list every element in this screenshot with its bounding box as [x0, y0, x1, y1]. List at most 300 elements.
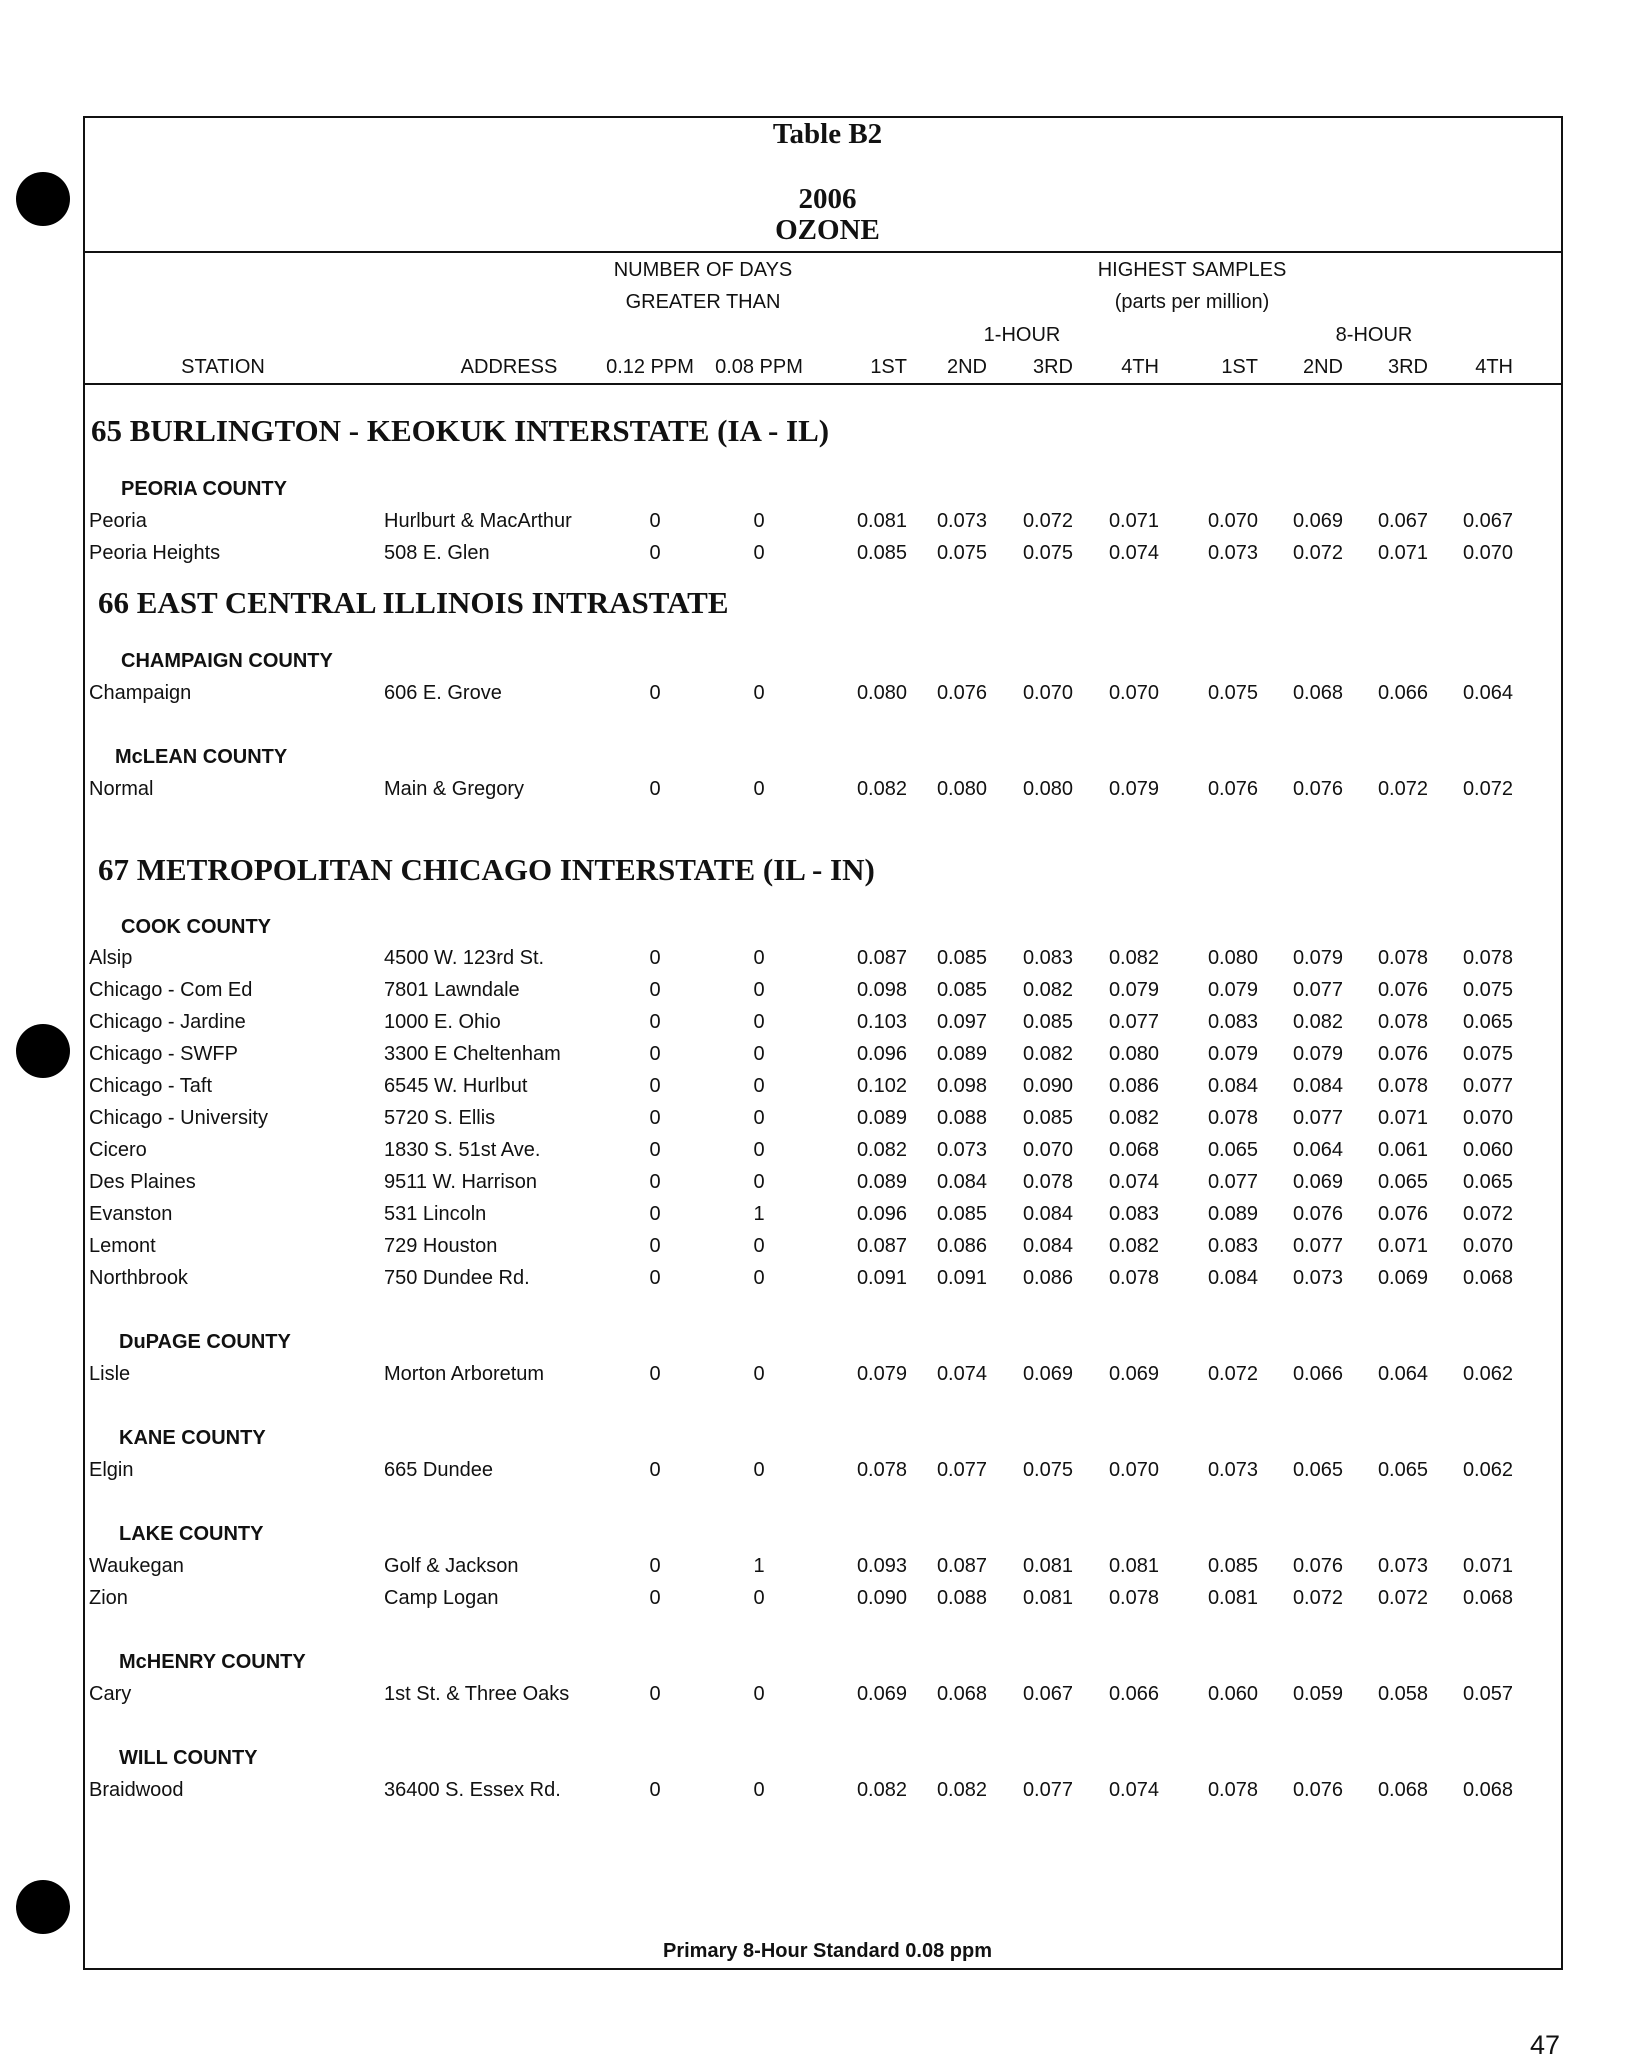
value-1hr-4th: 0.079	[1108, 778, 1159, 800]
station-address: 36400 S. Essex Rd.	[384, 1779, 561, 1801]
table-row	[0, 1107, 1632, 1135]
station-name: Cicero	[89, 1139, 147, 1161]
value-1hr-1st: 0.093	[856, 1555, 907, 1577]
value-1hr-1st: 0.087	[856, 947, 907, 969]
county-heading: LAKE COUNTY	[119, 1523, 264, 1545]
station-name: Zion	[89, 1587, 128, 1609]
days-over-012: 0	[649, 1107, 661, 1129]
days-over-008: 0	[753, 1139, 765, 1161]
days-over-008: 0	[753, 1171, 765, 1193]
value-8hr-2nd: 0.066	[1292, 1363, 1343, 1385]
value-8hr-4th: 0.075	[1462, 979, 1513, 1001]
value-1hr-1st: 0.102	[856, 1075, 907, 1097]
column-header-8hr-2nd: 2ND	[1302, 356, 1343, 378]
value-1hr-2nd: 0.086	[936, 1235, 987, 1257]
value-8hr-3rd: 0.066	[1377, 682, 1428, 704]
value-8hr-3rd: 0.078	[1377, 1011, 1428, 1033]
value-8hr-1st: 0.084	[1207, 1267, 1258, 1289]
station-name: Cary	[89, 1683, 132, 1705]
days-over-012: 0	[649, 1203, 661, 1225]
value-8hr-4th: 0.078	[1462, 947, 1513, 969]
value-8hr-4th: 0.070	[1462, 542, 1513, 564]
column-header-8hr-3rd: 3RD	[1387, 356, 1428, 378]
value-8hr-4th: 0.067	[1462, 510, 1513, 532]
value-1hr-3rd: 0.072	[1022, 510, 1073, 532]
station-name: Chicago - Taft	[89, 1075, 213, 1097]
value-1hr-4th: 0.078	[1108, 1587, 1159, 1609]
days-over-008: 0	[753, 1459, 765, 1481]
station-name: Chicago - Com Ed	[89, 979, 253, 1001]
value-8hr-3rd: 0.068	[1377, 1779, 1428, 1801]
table-row	[0, 1171, 1632, 1199]
days-over-008: 0	[753, 1779, 765, 1801]
station-address: Camp Logan	[384, 1587, 499, 1609]
value-8hr-3rd: 0.073	[1377, 1555, 1428, 1577]
station-address: 606 E. Grove	[384, 682, 502, 704]
value-1hr-3rd: 0.069	[1022, 1363, 1073, 1385]
value-8hr-3rd: 0.061	[1377, 1139, 1428, 1161]
station-name: Evanston	[89, 1203, 173, 1225]
station-address: 6545 W. Hurlbut	[384, 1075, 528, 1097]
value-1hr-4th: 0.082	[1108, 1235, 1159, 1257]
value-1hr-1st: 0.069	[856, 1683, 907, 1705]
value-1hr-3rd: 0.086	[1022, 1267, 1073, 1289]
table-row	[0, 1075, 1632, 1103]
station-address: 4500 W. 123rd St.	[384, 947, 545, 969]
county-heading: PEORIA COUNTY	[121, 478, 287, 500]
table-row	[0, 542, 1632, 570]
value-1hr-4th: 0.077	[1108, 1011, 1159, 1033]
days-over-012: 0	[649, 1779, 661, 1801]
value-8hr-4th: 0.060	[1462, 1139, 1513, 1161]
table-row	[0, 1203, 1632, 1231]
days-over-008: 0	[753, 1107, 765, 1129]
days-over-008: 0	[753, 1363, 765, 1385]
days-over-012: 0	[649, 1011, 661, 1033]
station-name: Chicago - SWFP	[89, 1043, 238, 1065]
days-over-012: 0	[649, 1555, 661, 1577]
station-address: 508 E. Glen	[384, 542, 490, 564]
value-1hr-4th: 0.066	[1108, 1683, 1159, 1705]
eight-hour-heading: 8-HOUR	[1335, 324, 1413, 346]
value-8hr-4th: 0.068	[1462, 1779, 1513, 1801]
column-header-1hr-4th: 4TH	[1121, 356, 1159, 378]
days-over-008: 0	[753, 1011, 765, 1033]
value-8hr-2nd: 0.076	[1292, 1779, 1343, 1801]
column-header-8hr-1st: 1ST	[1221, 356, 1258, 378]
table-row	[0, 1459, 1632, 1487]
column-header-1hr-1st: 1ST	[870, 356, 907, 378]
value-8hr-1st: 0.083	[1207, 1235, 1258, 1257]
table-row	[0, 947, 1632, 975]
title-divider	[83, 251, 1563, 253]
station-name: Alsip	[89, 947, 133, 969]
station-address: 750 Dundee Rd.	[384, 1267, 530, 1289]
value-8hr-4th: 0.065	[1462, 1011, 1513, 1033]
days-over-008: 0	[753, 1587, 765, 1609]
county-heading: McHENRY COUNTY	[119, 1651, 306, 1673]
days-over-012: 0	[649, 510, 661, 532]
days-over-012: 0	[649, 1139, 661, 1161]
value-8hr-2nd: 0.076	[1292, 1555, 1343, 1577]
value-8hr-3rd: 0.071	[1377, 1235, 1428, 1257]
value-8hr-1st: 0.078	[1207, 1107, 1258, 1129]
value-1hr-1st: 0.091	[856, 1267, 907, 1289]
value-1hr-2nd: 0.091	[936, 1267, 987, 1289]
value-1hr-2nd: 0.077	[936, 1459, 987, 1481]
value-1hr-1st: 0.081	[856, 510, 907, 532]
value-8hr-1st: 0.089	[1207, 1203, 1258, 1225]
station-name: Des Plaines	[89, 1171, 196, 1193]
samples-group-subheading: (parts per million)	[1114, 291, 1270, 313]
value-8hr-2nd: 0.079	[1292, 1043, 1343, 1065]
days-group-subheading: GREATER THAN	[625, 291, 781, 313]
value-8hr-3rd: 0.067	[1377, 510, 1428, 532]
station-name: Chicago - University	[89, 1107, 268, 1129]
column-header-days-012: 0.12 PPM	[606, 356, 694, 378]
station-address: Main & Gregory	[384, 778, 525, 800]
value-8hr-1st: 0.079	[1207, 1043, 1258, 1065]
value-1hr-4th: 0.080	[1108, 1043, 1159, 1065]
value-1hr-1st: 0.079	[856, 1363, 907, 1385]
value-8hr-3rd: 0.078	[1377, 1075, 1428, 1097]
value-8hr-3rd: 0.071	[1377, 542, 1428, 564]
value-1hr-3rd: 0.084	[1022, 1203, 1073, 1225]
value-1hr-3rd: 0.077	[1022, 1779, 1073, 1801]
value-8hr-3rd: 0.065	[1377, 1171, 1428, 1193]
days-over-012: 0	[649, 979, 661, 1001]
value-8hr-1st: 0.085	[1207, 1555, 1258, 1577]
days-over-008: 1	[753, 1555, 765, 1577]
value-1hr-1st: 0.082	[856, 778, 907, 800]
value-1hr-2nd: 0.088	[936, 1587, 987, 1609]
value-1hr-4th: 0.083	[1108, 1203, 1159, 1225]
value-8hr-1st: 0.076	[1207, 778, 1258, 800]
value-1hr-3rd: 0.070	[1022, 682, 1073, 704]
section-title: 67 METROPOLITAN CHICAGO INTERSTATE (IL - IN)	[98, 852, 875, 887]
value-1hr-3rd: 0.078	[1022, 1171, 1073, 1193]
samples-group-heading: HIGHEST SAMPLES	[1097, 259, 1287, 281]
column-header-1hr-3rd: 3RD	[1032, 356, 1073, 378]
table-year: 2006	[798, 183, 857, 215]
punch-hole-bottom	[16, 1880, 70, 1934]
value-1hr-1st: 0.096	[856, 1203, 907, 1225]
station-address: 3300 E Cheltenham	[384, 1043, 561, 1065]
days-over-008: 0	[753, 979, 765, 1001]
days-over-008: 0	[753, 542, 765, 564]
station-address: 531 Lincoln	[384, 1203, 487, 1225]
value-1hr-4th: 0.082	[1108, 1107, 1159, 1129]
value-1hr-3rd: 0.080	[1022, 778, 1073, 800]
value-1hr-4th: 0.078	[1108, 1267, 1159, 1289]
station-name: Lemont	[89, 1235, 156, 1257]
station-name: Champaign	[89, 682, 192, 704]
value-8hr-2nd: 0.077	[1292, 1107, 1343, 1129]
station-address: 7801 Lawndale	[384, 979, 520, 1001]
value-8hr-2nd: 0.076	[1292, 1203, 1343, 1225]
county-heading: KANE COUNTY	[119, 1427, 266, 1449]
value-1hr-4th: 0.074	[1108, 1779, 1159, 1801]
column-header-station: STATION	[181, 356, 265, 378]
value-1hr-2nd: 0.073	[936, 510, 987, 532]
value-1hr-3rd: 0.075	[1022, 542, 1073, 564]
station-name: Waukegan	[89, 1555, 184, 1577]
table-row	[0, 1235, 1632, 1263]
days-over-012: 0	[649, 1587, 661, 1609]
value-8hr-3rd: 0.058	[1377, 1683, 1428, 1705]
page-number: 47	[1529, 2030, 1560, 2060]
station-address: 1000 E. Ohio	[384, 1011, 501, 1033]
value-1hr-2nd: 0.080	[936, 778, 987, 800]
value-8hr-4th: 0.064	[1462, 682, 1513, 704]
value-8hr-1st: 0.080	[1207, 947, 1258, 969]
value-1hr-3rd: 0.070	[1022, 1139, 1073, 1161]
days-over-012: 0	[649, 682, 661, 704]
station-name: Braidwood	[89, 1779, 184, 1801]
value-1hr-1st: 0.090	[856, 1587, 907, 1609]
value-1hr-4th: 0.070	[1108, 682, 1159, 704]
value-8hr-4th: 0.062	[1462, 1459, 1513, 1481]
table-row	[0, 1555, 1632, 1583]
county-heading: CHAMPAIGN COUNTY	[121, 650, 333, 672]
station-name: Chicago - Jardine	[89, 1011, 246, 1033]
value-1hr-3rd: 0.067	[1022, 1683, 1073, 1705]
value-1hr-3rd: 0.085	[1022, 1011, 1073, 1033]
value-1hr-2nd: 0.068	[936, 1683, 987, 1705]
value-8hr-1st: 0.070	[1207, 510, 1258, 532]
value-8hr-4th: 0.068	[1462, 1267, 1513, 1289]
value-8hr-2nd: 0.069	[1292, 510, 1343, 532]
column-header-days-008: 0.08 PPM	[715, 356, 803, 378]
value-1hr-2nd: 0.084	[936, 1171, 987, 1193]
value-8hr-3rd: 0.065	[1377, 1459, 1428, 1481]
value-8hr-4th: 0.077	[1462, 1075, 1513, 1097]
table-row	[0, 1363, 1632, 1391]
value-1hr-4th: 0.079	[1108, 979, 1159, 1001]
station-address: Hurlburt & MacArthur	[384, 510, 572, 532]
county-heading: McLEAN COUNTY	[115, 746, 288, 768]
table-row	[0, 1139, 1632, 1167]
value-8hr-1st: 0.072	[1207, 1363, 1258, 1385]
value-8hr-2nd: 0.072	[1292, 542, 1343, 564]
table-row	[0, 1683, 1632, 1711]
value-8hr-2nd: 0.068	[1292, 682, 1343, 704]
value-8hr-3rd: 0.076	[1377, 1203, 1428, 1225]
value-8hr-4th: 0.062	[1462, 1363, 1513, 1385]
value-1hr-2nd: 0.085	[936, 947, 987, 969]
days-over-012: 0	[649, 1363, 661, 1385]
days-over-012: 0	[649, 1043, 661, 1065]
value-1hr-2nd: 0.087	[936, 1555, 987, 1577]
value-1hr-2nd: 0.082	[936, 1779, 987, 1801]
value-1hr-2nd: 0.075	[936, 542, 987, 564]
column-header-1hr-2nd: 2ND	[946, 356, 987, 378]
value-8hr-2nd: 0.064	[1292, 1139, 1343, 1161]
value-1hr-3rd: 0.082	[1022, 979, 1073, 1001]
value-8hr-3rd: 0.064	[1377, 1363, 1428, 1385]
table-row	[0, 1779, 1632, 1807]
station-address: 1830 S. 51st Ave.	[384, 1139, 541, 1161]
value-8hr-3rd: 0.071	[1377, 1107, 1428, 1129]
value-8hr-4th: 0.070	[1462, 1107, 1513, 1129]
one-hour-heading: 1-HOUR	[983, 324, 1061, 346]
value-8hr-4th: 0.072	[1462, 1203, 1513, 1225]
value-1hr-1st: 0.089	[856, 1171, 907, 1193]
days-over-012: 0	[649, 778, 661, 800]
station-name: Northbrook	[89, 1267, 188, 1289]
value-1hr-1st: 0.080	[856, 682, 907, 704]
value-8hr-4th: 0.075	[1462, 1043, 1513, 1065]
days-over-008: 0	[753, 1267, 765, 1289]
value-8hr-4th: 0.068	[1462, 1587, 1513, 1609]
value-1hr-4th: 0.069	[1108, 1363, 1159, 1385]
value-1hr-3rd: 0.084	[1022, 1235, 1073, 1257]
table-row	[0, 979, 1632, 1007]
station-address: Morton Arboretum	[384, 1363, 545, 1385]
value-8hr-2nd: 0.072	[1292, 1587, 1343, 1609]
value-8hr-2nd: 0.076	[1292, 778, 1343, 800]
station-address: 5720 S. Ellis	[384, 1107, 496, 1129]
value-8hr-1st: 0.060	[1207, 1683, 1258, 1705]
value-1hr-1st: 0.085	[856, 542, 907, 564]
value-8hr-1st: 0.084	[1207, 1075, 1258, 1097]
value-8hr-1st: 0.083	[1207, 1011, 1258, 1033]
column-header-address: ADDRESS	[460, 356, 558, 378]
days-over-008: 0	[753, 1075, 765, 1097]
value-8hr-2nd: 0.082	[1292, 1011, 1343, 1033]
station-address: 9511 W. Harrison	[384, 1171, 538, 1193]
value-8hr-2nd: 0.073	[1292, 1267, 1343, 1289]
value-1hr-4th: 0.086	[1108, 1075, 1159, 1097]
value-1hr-2nd: 0.076	[936, 682, 987, 704]
value-1hr-3rd: 0.085	[1022, 1107, 1073, 1129]
table-row	[0, 1267, 1632, 1295]
value-8hr-2nd: 0.077	[1292, 979, 1343, 1001]
value-8hr-2nd: 0.084	[1292, 1075, 1343, 1097]
station-name: Normal	[89, 778, 154, 800]
section-title: 66 EAST CENTRAL ILLINOIS INTRASTATE	[98, 585, 729, 620]
value-8hr-1st: 0.073	[1207, 542, 1258, 564]
value-1hr-3rd: 0.090	[1022, 1075, 1073, 1097]
value-8hr-2nd: 0.077	[1292, 1235, 1343, 1257]
days-over-012: 0	[649, 947, 661, 969]
value-1hr-2nd: 0.097	[936, 1011, 987, 1033]
value-1hr-1st: 0.103	[856, 1011, 907, 1033]
days-over-008: 0	[753, 1235, 765, 1257]
value-1hr-4th: 0.070	[1108, 1459, 1159, 1481]
table-row	[0, 1043, 1632, 1071]
value-1hr-2nd: 0.098	[936, 1075, 987, 1097]
station-address: Golf & Jackson	[384, 1555, 519, 1577]
table-row	[0, 1011, 1632, 1039]
value-1hr-3rd: 0.081	[1022, 1555, 1073, 1577]
station-address: 665 Dundee	[384, 1459, 493, 1481]
county-heading: DuPAGE COUNTY	[119, 1331, 291, 1353]
value-1hr-3rd: 0.083	[1022, 947, 1073, 969]
value-1hr-2nd: 0.085	[936, 1203, 987, 1225]
value-1hr-2nd: 0.085	[936, 979, 987, 1001]
value-8hr-1st: 0.077	[1207, 1171, 1258, 1193]
table-title: Table B2	[772, 118, 883, 150]
value-8hr-2nd: 0.059	[1292, 1683, 1343, 1705]
value-8hr-4th: 0.065	[1462, 1171, 1513, 1193]
value-1hr-1st: 0.082	[856, 1779, 907, 1801]
value-1hr-1st: 0.082	[856, 1139, 907, 1161]
column-header-8hr-4th: 4TH	[1475, 356, 1513, 378]
value-1hr-4th: 0.082	[1108, 947, 1159, 969]
value-8hr-4th: 0.057	[1462, 1683, 1513, 1705]
value-8hr-1st: 0.078	[1207, 1779, 1258, 1801]
value-1hr-1st: 0.089	[856, 1107, 907, 1129]
value-1hr-2nd: 0.074	[936, 1363, 987, 1385]
value-1hr-2nd: 0.073	[936, 1139, 987, 1161]
days-over-012: 0	[649, 1235, 661, 1257]
value-8hr-3rd: 0.072	[1377, 1587, 1428, 1609]
table-row	[0, 682, 1632, 710]
days-over-012: 0	[649, 1267, 661, 1289]
value-1hr-4th: 0.074	[1108, 1171, 1159, 1193]
value-8hr-3rd: 0.072	[1377, 778, 1428, 800]
value-8hr-4th: 0.072	[1462, 778, 1513, 800]
value-8hr-4th: 0.070	[1462, 1235, 1513, 1257]
days-over-008: 0	[753, 1683, 765, 1705]
value-8hr-1st: 0.065	[1207, 1139, 1258, 1161]
value-8hr-1st: 0.079	[1207, 979, 1258, 1001]
value-8hr-1st: 0.081	[1207, 1587, 1258, 1609]
value-1hr-2nd: 0.089	[936, 1043, 987, 1065]
days-over-008: 0	[753, 510, 765, 532]
value-1hr-1st: 0.078	[856, 1459, 907, 1481]
station-address: 1st St. & Three Oaks	[384, 1683, 570, 1705]
station-name: Peoria	[89, 510, 147, 532]
value-8hr-3rd: 0.076	[1377, 1043, 1428, 1065]
county-heading: COOK COUNTY	[121, 916, 271, 938]
days-over-008: 0	[753, 682, 765, 704]
days-over-008: 0	[753, 778, 765, 800]
value-1hr-1st: 0.096	[856, 1043, 907, 1065]
days-over-008: 1	[753, 1203, 765, 1225]
footer-note: Primary 8-Hour Standard 0.08 ppm	[663, 1940, 992, 1962]
value-1hr-4th: 0.081	[1108, 1555, 1159, 1577]
value-8hr-4th: 0.071	[1462, 1555, 1513, 1577]
value-8hr-3rd: 0.078	[1377, 947, 1428, 969]
days-over-008: 0	[753, 947, 765, 969]
value-1hr-4th: 0.071	[1108, 510, 1159, 532]
days-over-008: 0	[753, 1043, 765, 1065]
value-8hr-1st: 0.075	[1207, 682, 1258, 704]
county-heading: WILL COUNTY	[119, 1747, 258, 1769]
section-title: 65 BURLINGTON - KEOKUK INTERSTATE (IA - IL)	[91, 413, 830, 448]
station-name: Peoria Heights	[89, 542, 221, 564]
station-address: 729 Houston	[384, 1235, 498, 1257]
value-1hr-3rd: 0.081	[1022, 1587, 1073, 1609]
value-1hr-4th: 0.068	[1108, 1139, 1159, 1161]
value-8hr-3rd: 0.076	[1377, 979, 1428, 1001]
days-over-012: 0	[649, 542, 661, 564]
value-8hr-2nd: 0.069	[1292, 1171, 1343, 1193]
value-1hr-1st: 0.098	[856, 979, 907, 1001]
days-over-012: 0	[649, 1683, 661, 1705]
table-row	[0, 1587, 1632, 1615]
table-pollutant: OZONE	[775, 214, 880, 246]
value-1hr-4th: 0.074	[1108, 542, 1159, 564]
days-over-012: 0	[649, 1075, 661, 1097]
value-8hr-2nd: 0.079	[1292, 947, 1343, 969]
station-name: Lisle	[89, 1363, 131, 1385]
days-group-heading: NUMBER OF DAYS	[613, 259, 793, 281]
value-1hr-1st: 0.087	[856, 1235, 907, 1257]
days-over-012: 0	[649, 1171, 661, 1193]
